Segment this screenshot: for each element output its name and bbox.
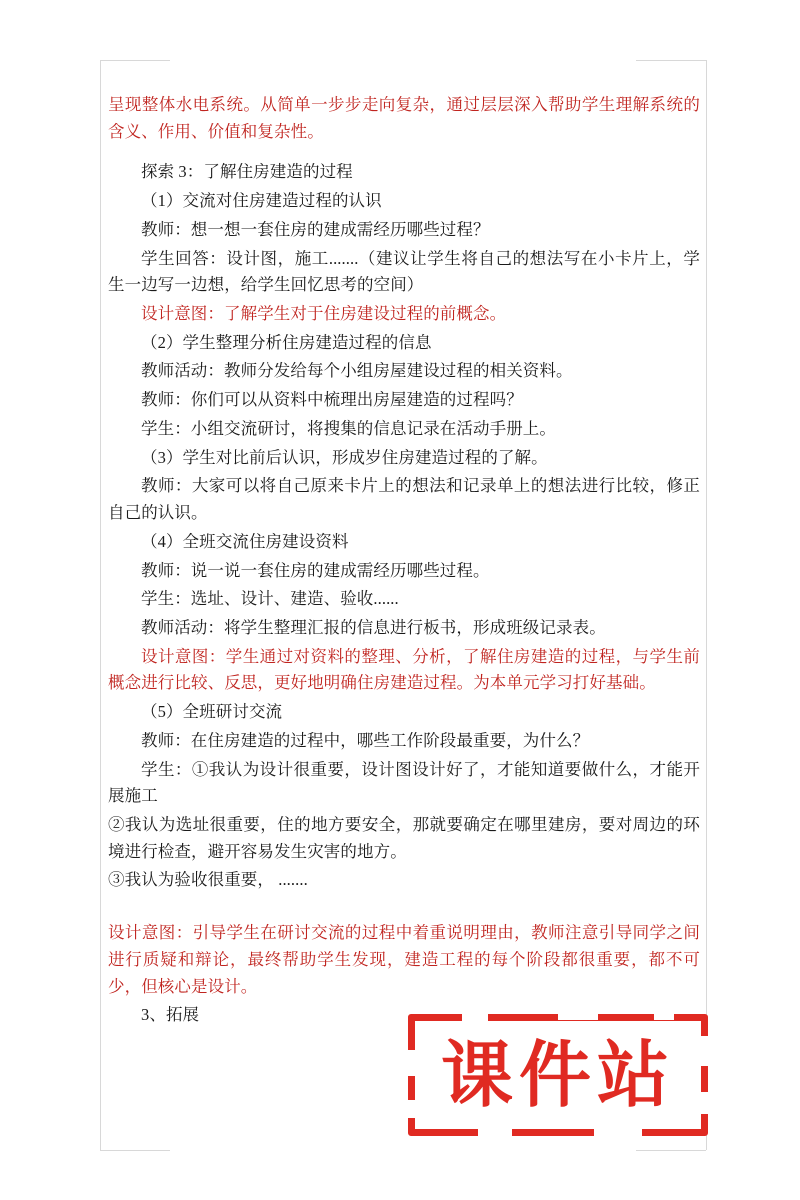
page-frame-top-left: [100, 60, 170, 61]
paragraph: （4）全班交流住房建设资料: [141, 531, 349, 551]
paragraph: 教师：你们可以从资料中梳理出房屋建造的过程吗？: [141, 390, 523, 410]
page-frame-bottom-right: [636, 1150, 706, 1151]
paragraph: （1）交流对住房建造过程的认识: [141, 191, 382, 211]
stamp-border: [408, 1014, 708, 1136]
paragraph: 教师活动：将学生整理汇报的信息进行板书，形成班级记录表。: [141, 617, 606, 637]
page-frame-right: [706, 60, 707, 1150]
page-frame-bottom-left: [100, 1150, 170, 1151]
paragraph: ③我认为验收很重要， .......: [108, 870, 308, 890]
paragraph: 学生：小组交流研讨，将搜集的信息记录在活动手册上。: [141, 418, 556, 438]
watermark-stamp: [408, 1014, 708, 1136]
stamp-notch: [700, 1092, 714, 1114]
paragraph: 设计意图：了解学生对于住房建设过程的前概念。: [141, 304, 507, 324]
paragraph: 学生回答：设计图，施工.......（建议让学生将自己的想法写在小卡片上，学生一边写一边想，给学生回忆思考的空间）: [108, 248, 700, 295]
stamp-notch: [700, 1036, 714, 1066]
paragraph: 3、拓展: [141, 1005, 200, 1025]
paragraph: 教师：想一想一套住房的建成需经历哪些过程？: [141, 219, 490, 239]
stamp-notch: [478, 1128, 512, 1142]
paragraph: 设计意图：引导学生在研讨交流的过程中着重说明理由，教师注意引导同学之间进行质疑和辩论，最终帮助学生发现，建造工程的每个阶段都很重要，都不可少，但核心是设计。: [108, 923, 700, 996]
stamp-notch: [402, 1100, 415, 1118]
paragraph: 学生：选址、设计、建造、验收......: [141, 589, 399, 609]
paragraph: （2）学生整理分析住房建造过程的信息: [141, 332, 432, 352]
paragraph: （5）全班研讨交流: [141, 702, 283, 722]
stamp-notch: [594, 1128, 642, 1142]
paragraph: （3）学生对比前后认识，形成岁住房建造过程的了解。: [141, 447, 548, 467]
watermark-text: 课件站: [440, 1033, 675, 1117]
paragraph: 呈现整体水电系统。从简单一步步走向复杂，通过层层深入帮助学生理解系统的含义、作用、价值和复杂性。: [108, 95, 700, 141]
stamp-notch: [402, 1050, 415, 1076]
paragraph: 设计意图：学生通过对资料的整理、分析，了解住房建造的过程，与学生前概念进行比较、反思，更好地明确住房建造过程。为本单元学习打好基础。: [108, 646, 700, 693]
paragraph: 教师：大家可以将自己原来卡片上的想法和记录单上的想法进行比较，修正自己的认识。: [108, 476, 700, 523]
page-frame-top-right: [636, 60, 706, 61]
paragraph: 学生：①我认为设计很重要，设计图设计好了，才能知道要做什么，才能开展施工: [108, 759, 700, 806]
document-body: [108, 92, 700, 1031]
paragraph: ②我认为选址很重要，住的地方要安全，那就要确定在哪里建房，要对周边的环境进行检查，避开容易发生灾害的地方。: [108, 814, 700, 861]
paragraph: 教师：说一说一套住房的建成需经历哪些过程。: [141, 560, 490, 580]
paragraph: 教师活动：教师分发给每个小组房屋建设过程的相关资料。: [141, 361, 573, 381]
page-frame-left: [100, 60, 101, 1150]
paragraph: 教师：在住房建造的过程中，哪些工作阶段最重要，为什么？: [141, 730, 590, 750]
paragraph: 探索 3：了解住房建造的过程: [141, 162, 353, 182]
